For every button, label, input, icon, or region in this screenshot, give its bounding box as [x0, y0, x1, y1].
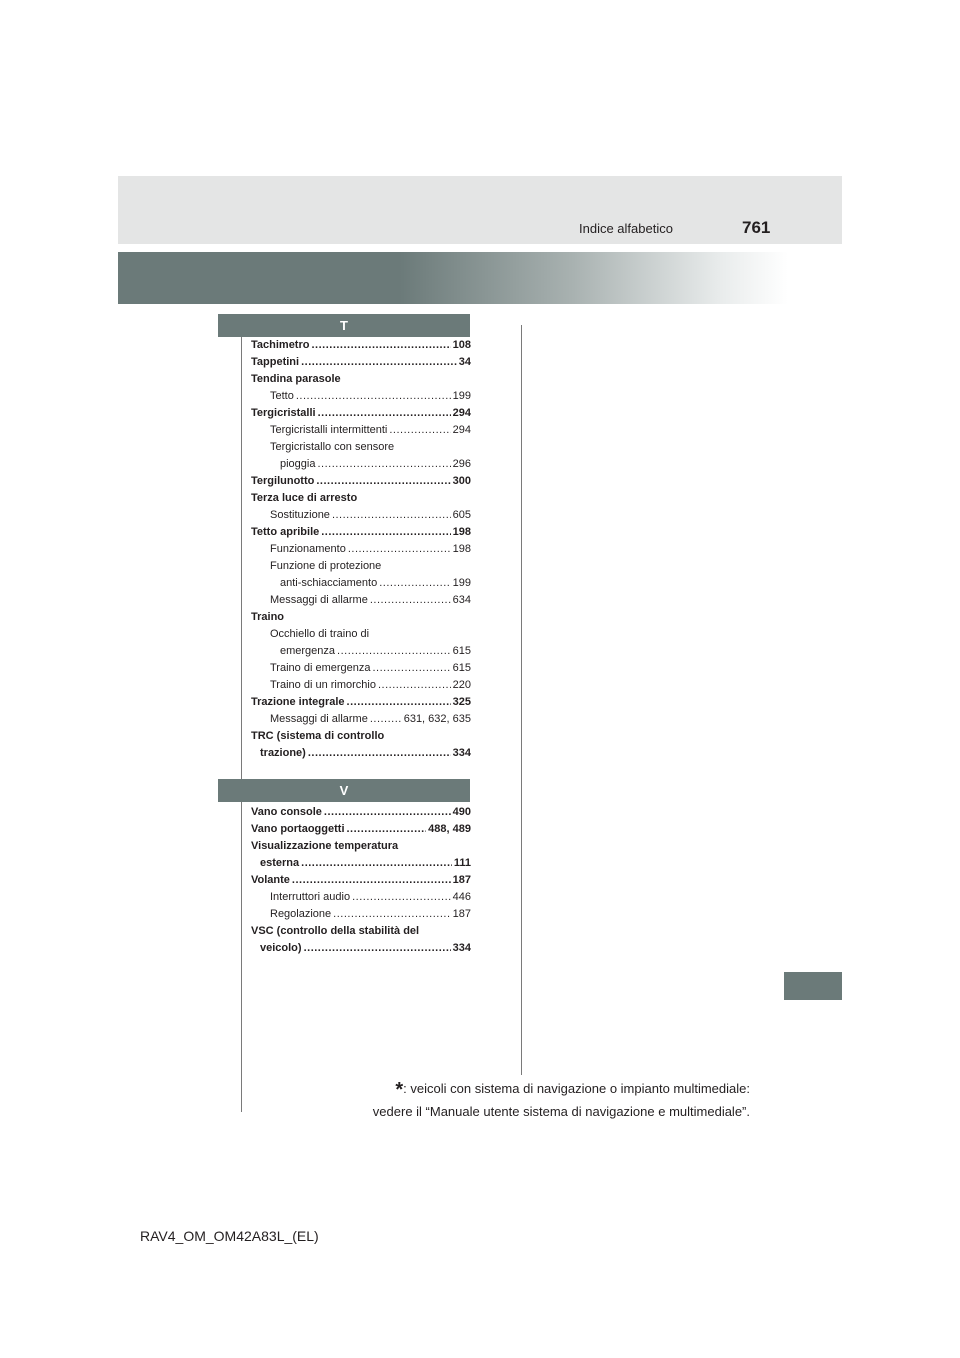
index-entry-text: Trazione integrale — [251, 696, 345, 708]
index-entry-page[interactable]: 187 — [452, 908, 471, 920]
index-entry — [251, 405, 471, 422]
dot-leader — [316, 473, 450, 490]
dot-leader — [348, 541, 451, 558]
index-entry — [251, 728, 471, 745]
index-entry-text: pioggia — [280, 458, 316, 470]
index-entry-text: Terza luce di arresto — [251, 492, 358, 504]
index-entry-page[interactable]: 111 — [453, 857, 471, 869]
index-entry — [251, 889, 471, 906]
index-entry-text: Tappetini — [251, 356, 300, 368]
index-list-v — [251, 804, 471, 957]
index-entry — [251, 745, 471, 762]
index-entry — [251, 923, 471, 940]
index-entry — [251, 354, 471, 371]
index-entry-text: Traino — [251, 611, 285, 623]
left-column-rule — [241, 325, 242, 1112]
dot-leader — [317, 456, 450, 473]
index-entry-page[interactable]: 488, 489 — [428, 823, 471, 835]
index-entry — [251, 694, 471, 711]
index-entry — [251, 371, 471, 388]
index-entry-text: Tetto apribile — [251, 526, 320, 538]
index-list-t — [251, 337, 471, 762]
index-entry — [251, 711, 471, 728]
dot-leader — [347, 821, 427, 838]
index-entry-page[interactable]: 490 — [452, 806, 471, 818]
page-number: 761 — [742, 218, 771, 237]
document-code: RAV4_OM_OM42A83L_(EL) — [140, 1228, 319, 1244]
index-entry — [251, 473, 471, 490]
index-entry-page[interactable]: 631, 632, 635 — [403, 713, 471, 725]
header-bar — [118, 176, 842, 244]
index-entry — [251, 855, 471, 872]
dot-leader — [321, 524, 450, 541]
index-entry-page[interactable]: 187 — [452, 874, 471, 886]
index-entry-page[interactable]: 615 — [452, 662, 471, 674]
index-entry-page[interactable]: 198 — [452, 526, 471, 538]
index-entry-text: Funzionamento — [270, 543, 346, 555]
index-entry — [251, 643, 471, 660]
footnote-line-1 — [330, 1078, 750, 1101]
index-entry — [251, 575, 471, 592]
footnote-asterisk: * — [395, 1079, 404, 1101]
index-entry-page[interactable]: 296 — [452, 458, 471, 470]
index-entry-text: anti-schiacciamento — [280, 577, 378, 589]
footnote — [330, 1078, 750, 1122]
index-entry — [251, 524, 471, 541]
index-entry-text: Traino di un rimorchio — [270, 679, 376, 691]
footnote-line-2: vedere il “Manuale utente sistema di navigazione e multimediale”. — [372, 1104, 750, 1119]
index-entry — [251, 940, 471, 957]
index-entry-text: TRC (sistema di controllo — [251, 730, 385, 742]
index-entry — [251, 906, 471, 923]
dot-leader — [324, 804, 451, 821]
dot-leader — [370, 711, 402, 728]
index-entry — [251, 609, 471, 626]
dot-leader — [292, 872, 451, 889]
index-entry-text: Vano portaoggetti — [251, 823, 345, 835]
index-entry-text: Tergicristalli intermittenti — [270, 424, 388, 436]
header-gradient-band — [118, 252, 788, 304]
dot-leader — [296, 388, 451, 405]
index-entry-page[interactable]: 605 — [452, 509, 471, 521]
index-entry-page[interactable]: 334 — [452, 747, 471, 759]
index-entry-text: Interruttori audio — [270, 891, 351, 903]
dot-leader — [332, 507, 451, 524]
index-entry-text: Tergicristalli — [251, 407, 316, 419]
dot-leader — [352, 889, 451, 906]
header-separator — [118, 244, 842, 252]
index-entry-page[interactable]: 108 — [452, 339, 471, 351]
index-entry-page[interactable]: 446 — [452, 891, 471, 903]
dot-leader — [370, 592, 451, 609]
index-entry-text: Tendina parasole — [251, 373, 341, 385]
index-entry — [251, 592, 471, 609]
footnote-text-1: : veicoli con sistema di navigazione o impianto multimediale: — [403, 1081, 750, 1096]
dot-leader — [311, 337, 450, 354]
index-entry-text: Tergilunotto — [251, 475, 315, 487]
index-entry-text: esterna — [260, 857, 300, 869]
index-entry — [251, 660, 471, 677]
index-entry-page[interactable]: 615 — [452, 645, 471, 657]
index-entry — [251, 541, 471, 558]
index-entry-page[interactable]: 294 — [452, 424, 471, 436]
section-letter-t: T — [218, 314, 470, 337]
index-entry-text: veicolo) — [260, 942, 302, 954]
dot-leader — [308, 745, 451, 762]
index-entry-text: Volante — [251, 874, 290, 886]
dot-leader — [337, 643, 451, 660]
index-entry-text: Occhiello di traino di — [270, 628, 370, 640]
index-entry — [251, 804, 471, 821]
index-entry — [251, 558, 471, 575]
index-entry-text: Traino di emergenza — [270, 662, 371, 674]
index-entry-text: Visualizzazione temperatura — [251, 840, 399, 852]
dot-leader — [378, 677, 451, 694]
index-entry-text: emergenza — [280, 645, 336, 657]
index-entry-text: VSC (controllo della stabilità del — [251, 925, 420, 937]
index-entry-page[interactable]: 199 — [452, 577, 471, 589]
index-entry-page[interactable]: 199 — [452, 390, 471, 402]
index-entry-page[interactable]: 34 — [458, 356, 471, 368]
index-entry-text: Messaggi di allarme — [270, 713, 368, 725]
dot-leader — [304, 940, 451, 957]
dot-leader — [301, 855, 452, 872]
index-entry-page[interactable]: 325 — [452, 696, 471, 708]
index-entry — [251, 626, 471, 643]
index-entry-page[interactable]: 198 — [452, 543, 471, 555]
index-entry-text: Tachimetro — [251, 339, 310, 351]
index-entry-page[interactable]: 220 — [452, 679, 471, 691]
index-entry-text: Funzione di protezione — [270, 560, 382, 572]
dot-leader — [389, 422, 450, 439]
index-entry-text: Sostituzione — [270, 509, 330, 521]
index-entry-text: Regolazione — [270, 908, 332, 920]
section-letter-v: V — [218, 779, 470, 802]
index-entry — [251, 838, 471, 855]
index-entry — [251, 872, 471, 889]
index-entry-page[interactable]: 634 — [452, 594, 471, 606]
index-entry-text: Messaggi di allarme — [270, 594, 368, 606]
dot-leader — [347, 694, 451, 711]
index-entry-page[interactable]: 334 — [452, 942, 471, 954]
index-entry-page[interactable]: 294 — [452, 407, 471, 419]
index-entry — [251, 422, 471, 439]
index-entry — [251, 507, 471, 524]
chapter-thumb-tab — [784, 972, 842, 1000]
dot-leader — [333, 906, 450, 923]
dot-leader — [372, 660, 450, 677]
dot-leader — [301, 354, 457, 371]
dot-leader — [379, 575, 450, 592]
dot-leader — [318, 405, 451, 422]
page-title: Indice alfabetico — [579, 221, 673, 236]
index-entry-text: trazione) — [260, 747, 306, 759]
index-entry — [251, 821, 471, 838]
index-entry — [251, 388, 471, 405]
index-entry — [251, 490, 471, 507]
index-entry — [251, 337, 471, 354]
index-entry — [251, 456, 471, 473]
index-entry — [251, 677, 471, 694]
index-entry-text: Tergicristallo con sensore — [270, 441, 395, 453]
index-entry — [251, 439, 471, 456]
column-divider — [521, 325, 522, 1075]
index-entry-page[interactable]: 300 — [452, 475, 471, 487]
index-entry-text: Tetto — [270, 390, 294, 402]
index-entry-text: Vano console — [251, 806, 322, 818]
